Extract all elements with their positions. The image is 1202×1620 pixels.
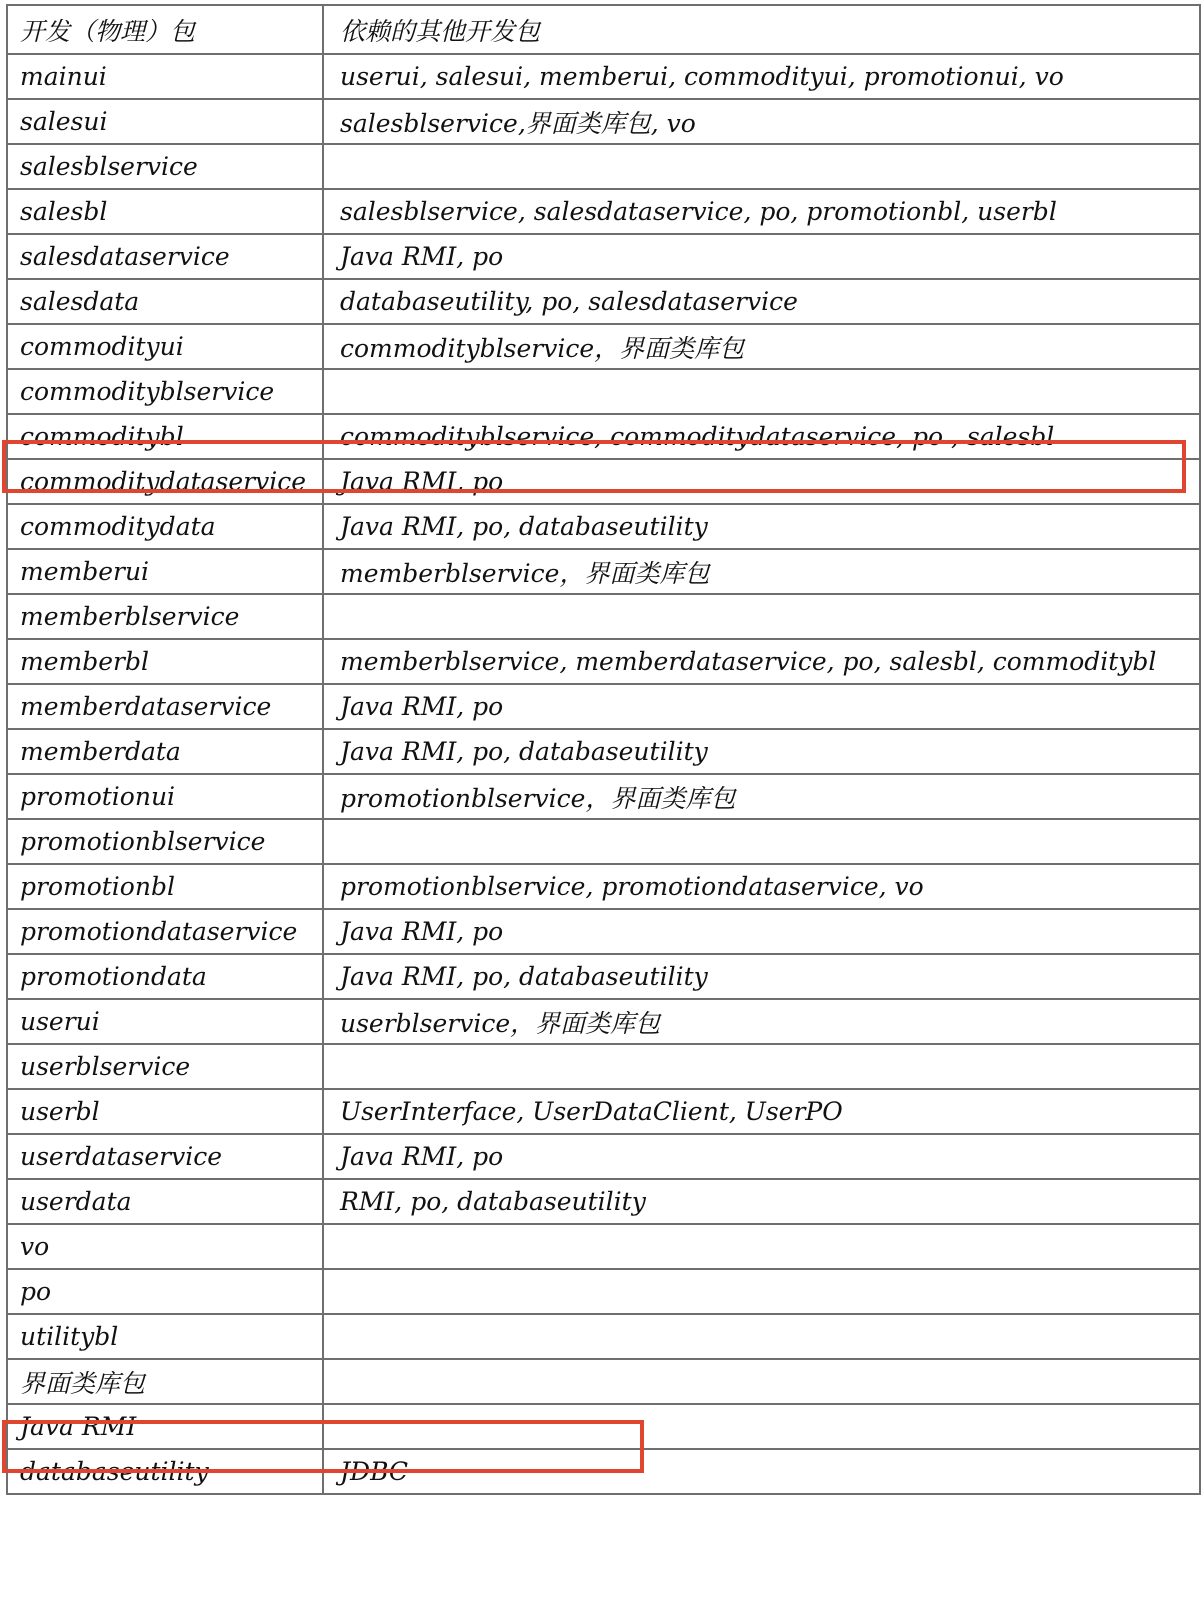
table-row xyxy=(7,1224,1200,1269)
dependencies-cell: salesblservice,界面类库包, vo xyxy=(323,99,1200,144)
package-cell: Java RMI xyxy=(7,1404,323,1449)
dependencies-cell xyxy=(323,1224,1200,1269)
package-cell: memberbl xyxy=(7,639,323,684)
dependencies-cell: commodityblservice, commoditydataservice, po , salesbl xyxy=(323,414,1200,459)
dependencies-cell: userblservice，界面类库包 xyxy=(323,999,1200,1044)
table-row xyxy=(7,729,1200,774)
table-row xyxy=(7,1359,1200,1404)
package-cell: userbl xyxy=(7,1089,323,1134)
dependencies-cell xyxy=(323,1269,1200,1314)
dependencies-cell xyxy=(323,144,1200,189)
package-cell: memberblservice xyxy=(7,594,323,639)
table-row xyxy=(7,639,1200,684)
table-row xyxy=(7,1314,1200,1359)
dependencies-cell: Java RMI, po xyxy=(323,459,1200,504)
package-cell: userdata xyxy=(7,1179,323,1224)
table-row xyxy=(7,189,1200,234)
dependencies-cell xyxy=(323,1314,1200,1359)
dependencies-cell: promotionblservice, promotiondataservice, vo xyxy=(323,864,1200,909)
table-row xyxy=(7,1044,1200,1089)
table-row xyxy=(7,594,1200,639)
package-cell: commoditydataservice xyxy=(7,459,323,504)
package-cell: po xyxy=(7,1269,323,1314)
package-cell: salesblservice xyxy=(7,144,323,189)
package-cell: promotiondataservice xyxy=(7,909,323,954)
table-row xyxy=(7,1404,1200,1449)
dependencies-cell: memberblservice, memberdataservice, po, salesbl, commoditybl xyxy=(323,639,1200,684)
table-row xyxy=(7,324,1200,369)
package-cell: userui xyxy=(7,999,323,1044)
package-cell: userdataservice xyxy=(7,1134,323,1179)
table-row xyxy=(7,1089,1200,1134)
table-row xyxy=(7,414,1200,459)
dependencies-cell: Java RMI, po xyxy=(323,909,1200,954)
table-row xyxy=(7,234,1200,279)
table-row xyxy=(7,1449,1200,1494)
table-row xyxy=(7,504,1200,549)
package-cell: userblservice xyxy=(7,1044,323,1089)
dependencies-cell: Java RMI, po xyxy=(323,1134,1200,1179)
table-row xyxy=(7,684,1200,729)
package-cell: memberdataservice xyxy=(7,684,323,729)
package-cell: commodityui xyxy=(7,324,323,369)
dependencies-cell xyxy=(323,1044,1200,1089)
dependencies-cell xyxy=(323,1404,1200,1449)
table-header-row xyxy=(7,5,1200,54)
table-row xyxy=(7,54,1200,99)
dependencies-cell: UserInterface, UserDataClient, UserPO xyxy=(323,1089,1200,1134)
package-cell: commoditybl xyxy=(7,414,323,459)
dependencies-cell: memberblservice，界面类库包 xyxy=(323,549,1200,594)
package-cell: utilitybl xyxy=(7,1314,323,1359)
table-row xyxy=(7,279,1200,324)
table-row xyxy=(7,999,1200,1044)
table-row xyxy=(7,549,1200,594)
dependencies-cell xyxy=(323,819,1200,864)
table-row xyxy=(7,369,1200,414)
dependencies-cell: RMI, po, databaseutility xyxy=(323,1179,1200,1224)
package-cell: memberdata xyxy=(7,729,323,774)
package-cell: salesdataservice xyxy=(7,234,323,279)
package-cell: promotiondata xyxy=(7,954,323,999)
package-cell: promotionbl xyxy=(7,864,323,909)
table-row xyxy=(7,954,1200,999)
dependencies-cell: databaseutility, po, salesdataservice xyxy=(323,279,1200,324)
table-row xyxy=(7,459,1200,504)
dependencies-cell: promotionblservice，界面类库包 xyxy=(323,774,1200,819)
package-cell: databaseutility xyxy=(7,1449,323,1494)
package-cell: vo xyxy=(7,1224,323,1269)
header-package: 开发（物理）包 xyxy=(7,5,323,54)
table-row xyxy=(7,99,1200,144)
dependencies-cell: Java RMI, po, databaseutility xyxy=(323,729,1200,774)
dependencies-cell: JDBC xyxy=(323,1449,1200,1494)
table-row xyxy=(7,864,1200,909)
dependencies-cell: Java RMI, po xyxy=(323,684,1200,729)
table-row xyxy=(7,1134,1200,1179)
dependencies-cell: salesblservice, salesdataservice, po, promotionbl, userbl xyxy=(323,189,1200,234)
package-cell: salesbl xyxy=(7,189,323,234)
package-cell: memberui xyxy=(7,549,323,594)
table-row xyxy=(7,774,1200,819)
package-cell: commoditydata xyxy=(7,504,323,549)
package-cell: 界面类库包 xyxy=(7,1359,323,1404)
package-cell: salesui xyxy=(7,99,323,144)
table-row xyxy=(7,819,1200,864)
dependencies-cell: Java RMI, po, databaseutility xyxy=(323,504,1200,549)
package-cell: promotionui xyxy=(7,774,323,819)
dependencies-cell: commodityblservice，界面类库包 xyxy=(323,324,1200,369)
dependencies-cell xyxy=(323,1359,1200,1404)
package-cell: commodityblservice xyxy=(7,369,323,414)
table-row xyxy=(7,1269,1200,1314)
table-row xyxy=(7,144,1200,189)
package-dependency-table xyxy=(6,4,1201,1495)
table-row xyxy=(7,1179,1200,1224)
header-dependencies: 依赖的其他开发包 xyxy=(323,5,1200,54)
dependencies-cell xyxy=(323,594,1200,639)
table-row xyxy=(7,909,1200,954)
dependencies-cell xyxy=(323,369,1200,414)
dependencies-cell: userui, salesui, memberui, commodityui, promotionui, vo xyxy=(323,54,1200,99)
package-cell: promotionblservice xyxy=(7,819,323,864)
dependencies-cell: Java RMI, po xyxy=(323,234,1200,279)
package-cell: mainui xyxy=(7,54,323,99)
dependencies-cell: Java RMI, po, databaseutility xyxy=(323,954,1200,999)
package-cell: salesdata xyxy=(7,279,323,324)
